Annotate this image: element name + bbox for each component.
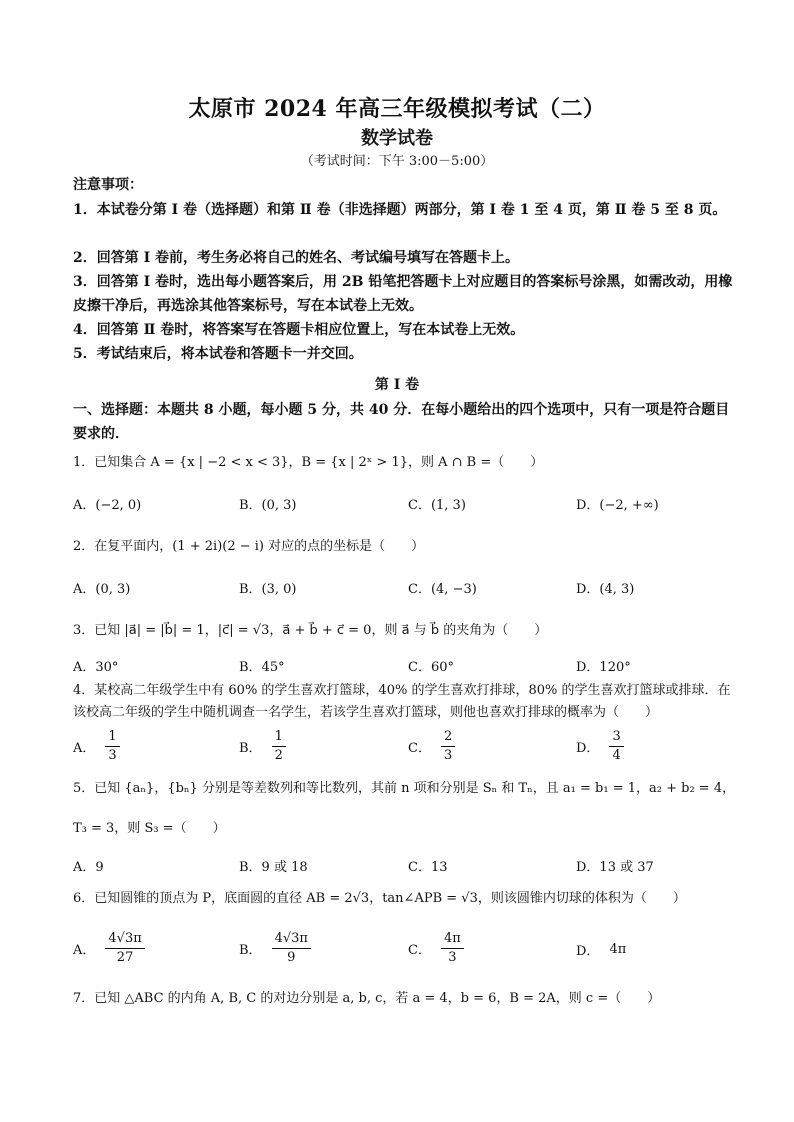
denominator: 3	[108, 748, 117, 763]
denominator: 27	[116, 950, 134, 965]
question-1: 1．已知集合 A = {x | −2 < x < 3}，B = {x | 2ˣ > 1}，则 A ∩ B =（ ）	[73, 455, 544, 470]
numerator: 4√3π	[272, 930, 311, 949]
denominator: 3	[448, 950, 457, 965]
exam-time: （考试时间：下午 3:00－5:00）	[300, 154, 494, 169]
fraction	[441, 930, 464, 967]
page-title: 太原市 2024 年高三年级模拟考试（二）	[188, 96, 606, 122]
option-label: B．	[239, 741, 262, 756]
question-5-continued: T₃ = 3，则 S₃ =（ ）	[73, 821, 226, 836]
notice-item-4: 4．回答第 Ⅱ 卷时，将答案写在答题卡相应位置上，写在本试卷上无效。	[73, 322, 525, 338]
notice-item-5: 5．考试结束后，将本试卷和答题卡一并交回。	[73, 346, 363, 362]
fraction	[272, 930, 311, 967]
option-label: D．	[576, 741, 600, 756]
question-1-options	[73, 494, 743, 518]
option-b[interactable]: B．(3, 0)	[239, 582, 297, 597]
fraction	[441, 728, 455, 765]
option-d[interactable]: D．13 或 37	[576, 860, 654, 875]
option-d[interactable]: D．120°	[576, 660, 631, 675]
question-2: 2．在复平面内，(1 + 2i)(2 − i) 对应的点的坐标是（ ）	[73, 539, 425, 554]
option-label: A．	[73, 943, 96, 958]
notice-heading: 注意事项：	[73, 177, 143, 193]
option-d[interactable]	[576, 940, 626, 959]
option-c[interactable]: C．(4, −3)	[408, 582, 477, 597]
question-5-options	[73, 856, 743, 880]
fraction	[105, 728, 119, 765]
option-d[interactable]: D．(−2, +∞)	[576, 498, 659, 513]
question-5: 5．已知 {aₙ}，{bₙ} 分别是等差数列和等比数列，其前 n 项和分别是 Sₙ 和 Tₙ，且 a₁ = b₁ = 1，a₂ + b₂ = 4，	[73, 781, 736, 796]
denominator: 4	[612, 748, 621, 763]
page-subtitle: 数学试卷	[361, 128, 433, 149]
option-c[interactable]: C．13	[408, 860, 448, 875]
numerator: 4π	[441, 930, 464, 949]
question-6: 6．已知圆锥的顶点为 P，底面圆的直径 AB = 2√3，tan∠APB = √3，则该圆锥内切球的体积为（ ）	[73, 891, 686, 906]
denominator: 3	[443, 748, 453, 763]
fraction	[609, 728, 623, 765]
part-title: 一、选择题：本题共 8 小题，每小题 5 分，共 40 分．在每小题给出的四个选项中，只有一项是符合题目要求的．	[73, 402, 730, 442]
option-c[interactable]	[408, 930, 464, 967]
denominator: 9	[287, 950, 296, 965]
option-label: B．	[239, 943, 262, 958]
numerator: 4√3π	[105, 930, 144, 949]
option-label: D．	[576, 944, 600, 959]
section-title: 第 Ⅰ 卷	[374, 377, 420, 393]
question-2-options	[73, 578, 743, 602]
numerator: 1	[105, 728, 119, 747]
question-3: 3．已知 |a⃗| = |b⃗| = 1，|c⃗| = √3，a⃗ + b⃗ + c⃗ = 0，则 a⃗ 与 b⃗ 的夹角为（ ）	[73, 623, 548, 638]
option-a[interactable]: A．(0, 3)	[73, 582, 131, 597]
option-a[interactable]: A．30°	[73, 660, 119, 675]
option-a[interactable]	[73, 930, 145, 967]
option-c[interactable]	[408, 728, 455, 765]
question-4-options	[73, 728, 743, 768]
option-a[interactable]: A．(−2, 0)	[73, 498, 142, 513]
option-a[interactable]	[73, 728, 120, 765]
fraction	[105, 930, 144, 967]
numerator: 2	[441, 728, 455, 747]
numerator: 1	[272, 728, 286, 747]
option-b[interactable]	[239, 930, 311, 967]
option-a[interactable]: A．9	[73, 860, 104, 875]
question-6-options	[73, 930, 743, 974]
option-c[interactable]: C．(1, 3)	[408, 498, 466, 513]
denominator: 2	[274, 748, 283, 763]
question-4: 4．某校高二年级学生中有 60% 的学生喜欢打篮球，40% 的学生喜欢打排球，80% 的学生喜欢打篮球或排球．在该校高二年级的学生中随机调查一名学生，若该学生喜欢打篮球，则他也喜欢打排球的概率为（ ）	[73, 683, 731, 720]
option-d[interactable]	[576, 728, 624, 765]
option-b[interactable]: B．9 或 18	[239, 860, 308, 875]
question-7: 7．已知 △ABC 的内角 A, B, C 的对边分别是 a, b, c，若 a = 4，b = 6，B = 2A，则 c =（ ）	[73, 991, 661, 1006]
option-label: A．	[73, 741, 96, 756]
option-b[interactable]	[239, 728, 286, 765]
notice-item-1: 1．本试卷分第 Ⅰ 卷（选择题）和第 Ⅱ 卷（非选择题）两部分，第 Ⅰ 卷 1 至 4 页，第 Ⅱ 卷 5 至 8 页。	[73, 202, 727, 218]
notice-item-3: 3．回答第 Ⅰ 卷时，选出每小题答案后，用 2B 铅笔把答题卡上对应题目的答案标号涂黑，如需改动，用橡皮擦干净后，再选涂其他答案标号，写在本试卷上无效。	[73, 274, 733, 314]
notice-item-2: 2．回答第 Ⅰ 卷前，考生务必将自己的姓名、考试编号填写在答题卡上。	[73, 250, 520, 266]
option-b[interactable]: B．(0, 3)	[239, 498, 297, 513]
option-label: C．	[408, 943, 431, 958]
numerator: 3	[609, 728, 623, 747]
fraction	[272, 728, 286, 765]
question-3-options	[73, 656, 743, 680]
option-b[interactable]: B．45°	[239, 660, 285, 675]
option-d[interactable]: D．(4, 3)	[576, 582, 635, 597]
option-label: C．	[408, 741, 431, 756]
option-c[interactable]: C．60°	[408, 660, 454, 675]
option-value: 4π	[609, 942, 627, 957]
